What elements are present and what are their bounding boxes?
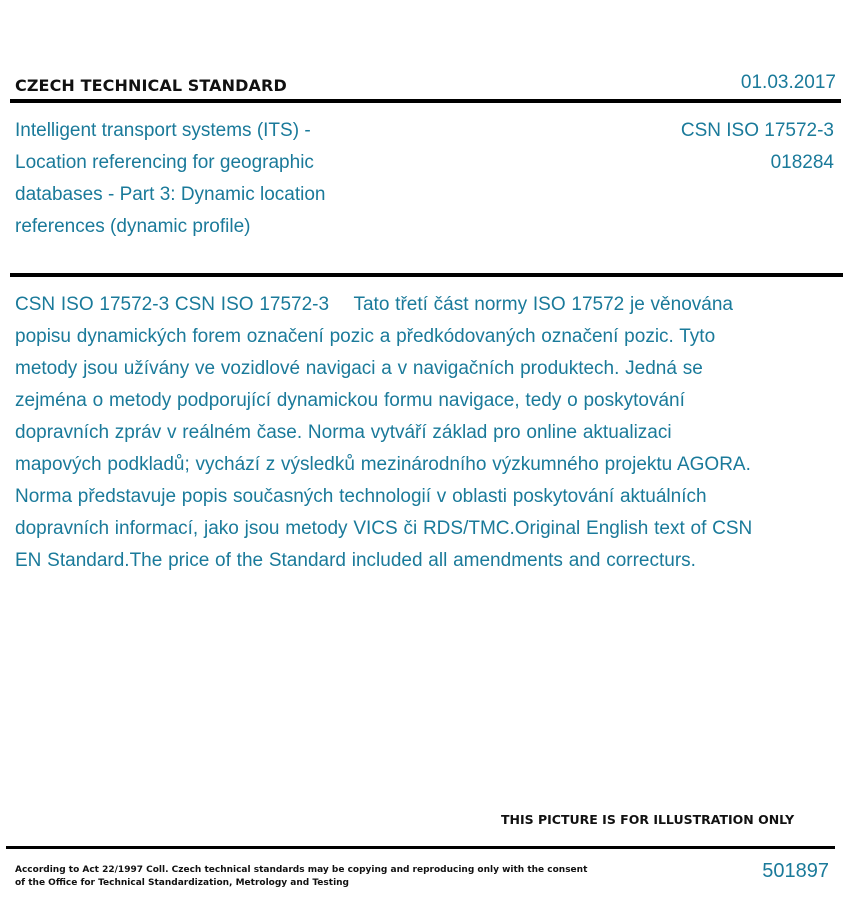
standard-code: CSN ISO 17572-3 (680, 120, 834, 141)
legal-notice: According to Act 22/1997 Coll. Czech technical standards may be copying and reproducing only with the consent of the Office for Technical Standardization, Metrology and Testing (15, 865, 588, 888)
standard-identifiers (681, 115, 834, 179)
catalog-number: 018284 (770, 152, 834, 173)
illustration-disclaimer: THIS PICTURE IS FOR ILLUSTRATION ONLY (501, 812, 795, 827)
top-divider (10, 99, 841, 103)
document-number: 501897 (762, 860, 829, 882)
bottom-divider (6, 846, 835, 849)
middle-divider (10, 273, 843, 277)
standard-abstract: CSN ISO 17572-3 CSN ISO 17572-3 Tato třetí část normy ISO 17572 je věnována popisu dynamických forem označení pozic a předkódovaných označení pozic. Tyto metody jsou užívány ve vozidlové navigaci a v navigačních produktech. Jedná se zejména o metody podporující dynamickou formu navigace, tedy o poskytování dopravních zpráv v reálném čase. Norma vytváří základ pro online aktualizaci mapových podkladů; vychází z výsledků mezinárodního výzkumného projektu AGORA. Norma představuje popis současných technologií v oblasti poskytování aktuálních dopravních informací, jako jsou metody VICS či RDS/TMC.Original English text of CSN EN Standard.The price of the Standard included all amendments and correcturs. (15, 294, 753, 571)
document-type-heading: CZECH TECHNICAL STANDARD (15, 76, 287, 95)
publication-date: 01.03.2017 (740, 72, 836, 93)
standard-title: Intelligent transport systems (ITS) - Location referencing for geographic databases - Part 3: Dynamic location references (dynamic profile) (15, 120, 326, 237)
